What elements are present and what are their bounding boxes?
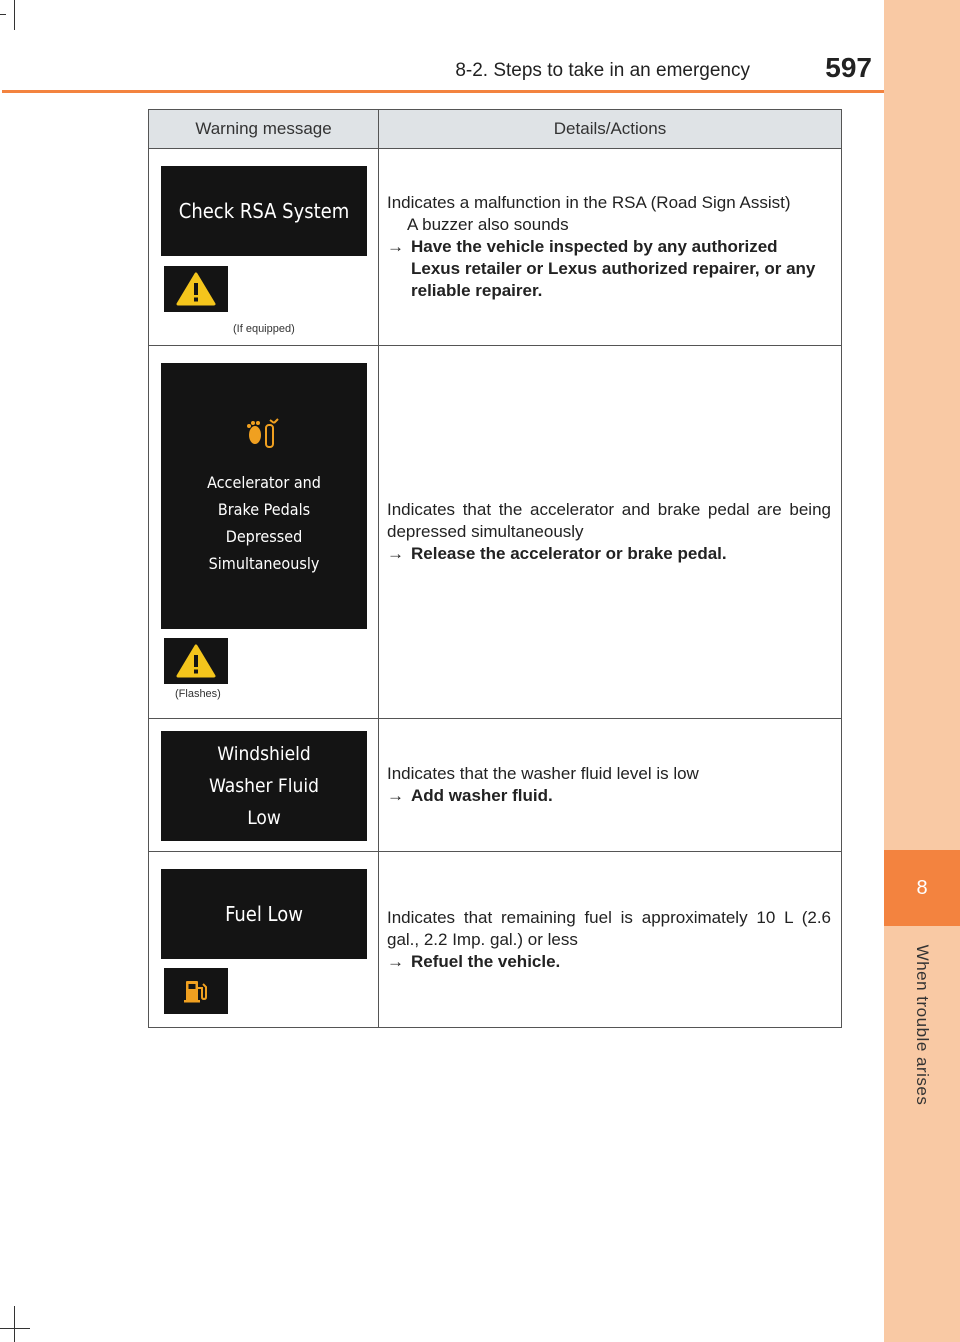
- table-row: [149, 719, 842, 852]
- crop-mark-bl-v: [14, 1306, 15, 1342]
- warning-triangle-icon: [164, 638, 228, 684]
- warning-messages-table: [148, 109, 842, 1028]
- action-text: → Release the accelerator or brake pedal.: [387, 544, 727, 563]
- action-text: → Refuel the vehicle.: [387, 951, 561, 971]
- chapter-title: When trouble arises: [913, 944, 932, 1106]
- display-screen: [161, 166, 367, 256]
- warning-image-cell: [149, 719, 379, 852]
- crop-mark-tl-h: [0, 14, 6, 15]
- arrow-icon: →: [387, 544, 404, 563]
- details-text: Indicates that the accelerator and brake pedal are being depressed simultaneously: [387, 500, 831, 541]
- table-row: [149, 852, 842, 1028]
- note-flashes: (Flashes): [175, 688, 221, 700]
- screen-text: Simultaneously: [208, 554, 320, 573]
- display-screen: [161, 869, 367, 959]
- details-cell: [379, 852, 842, 1028]
- screen-text: Brake Pedals: [217, 500, 311, 519]
- page-number: 597: [825, 52, 872, 83]
- screen-text: Accelerator and: [207, 473, 321, 492]
- screen-text: Check RSA System: [178, 199, 350, 223]
- warning-triangle-icon: [164, 266, 228, 312]
- header-rule: [2, 90, 884, 93]
- arrow-icon: →: [387, 951, 404, 971]
- crop-mark-tl-v: [14, 0, 15, 30]
- screen-text: Windshield: [217, 743, 311, 765]
- screen-text: Depressed: [225, 527, 303, 546]
- table-row: [149, 346, 842, 719]
- details-cell: [379, 346, 842, 719]
- screen-text: Washer Fluid: [209, 775, 319, 797]
- warning-image-cell: [149, 149, 379, 346]
- arrow-icon: →: [387, 786, 404, 805]
- crop-mark-bl-h: [0, 1328, 30, 1329]
- display-screen: [161, 363, 367, 629]
- screen-text: Fuel Low: [225, 902, 303, 926]
- arrow-icon: →: [387, 237, 404, 256]
- chapter-side-tab: [884, 0, 960, 1342]
- action-text: → Have the vehicle inspected by any authorized Lexus retailer or Lexus authorized repairer, or any reliable repairer.: [387, 237, 816, 300]
- table-row: [149, 149, 842, 346]
- details-text: Indicates a malfunction in the RSA (Road Sign Assist): [387, 193, 791, 212]
- chapter-number-badge: 8: [884, 850, 960, 926]
- warning-image-cell: [149, 346, 379, 719]
- section-title: 8-2. Steps to take in an emergency: [455, 60, 750, 81]
- screen-text: Low: [247, 807, 281, 829]
- note-if-equipped: (If equipped): [233, 323, 295, 335]
- warning-image-cell: [149, 852, 379, 1028]
- action-text: → Add washer fluid.: [387, 786, 553, 805]
- pedals-foot-icon: [244, 415, 284, 451]
- details-subtext: A buzzer also sounds: [407, 215, 569, 234]
- details-text: Indicates that the washer fluid level is low: [387, 764, 699, 783]
- details-text: Indicates that remaining fuel is approximately 10 L (2.6 gal., 2.2 Imp. gal.) or less: [387, 907, 831, 949]
- table-header-row: [149, 110, 842, 149]
- details-cell: [379, 719, 842, 852]
- details-cell: [379, 149, 842, 346]
- display-screen: [161, 731, 367, 841]
- col-header-details-actions: Details/Actions: [379, 110, 842, 149]
- fuel-pump-icon: [164, 968, 228, 1014]
- col-header-warning-message: Warning message: [149, 110, 379, 149]
